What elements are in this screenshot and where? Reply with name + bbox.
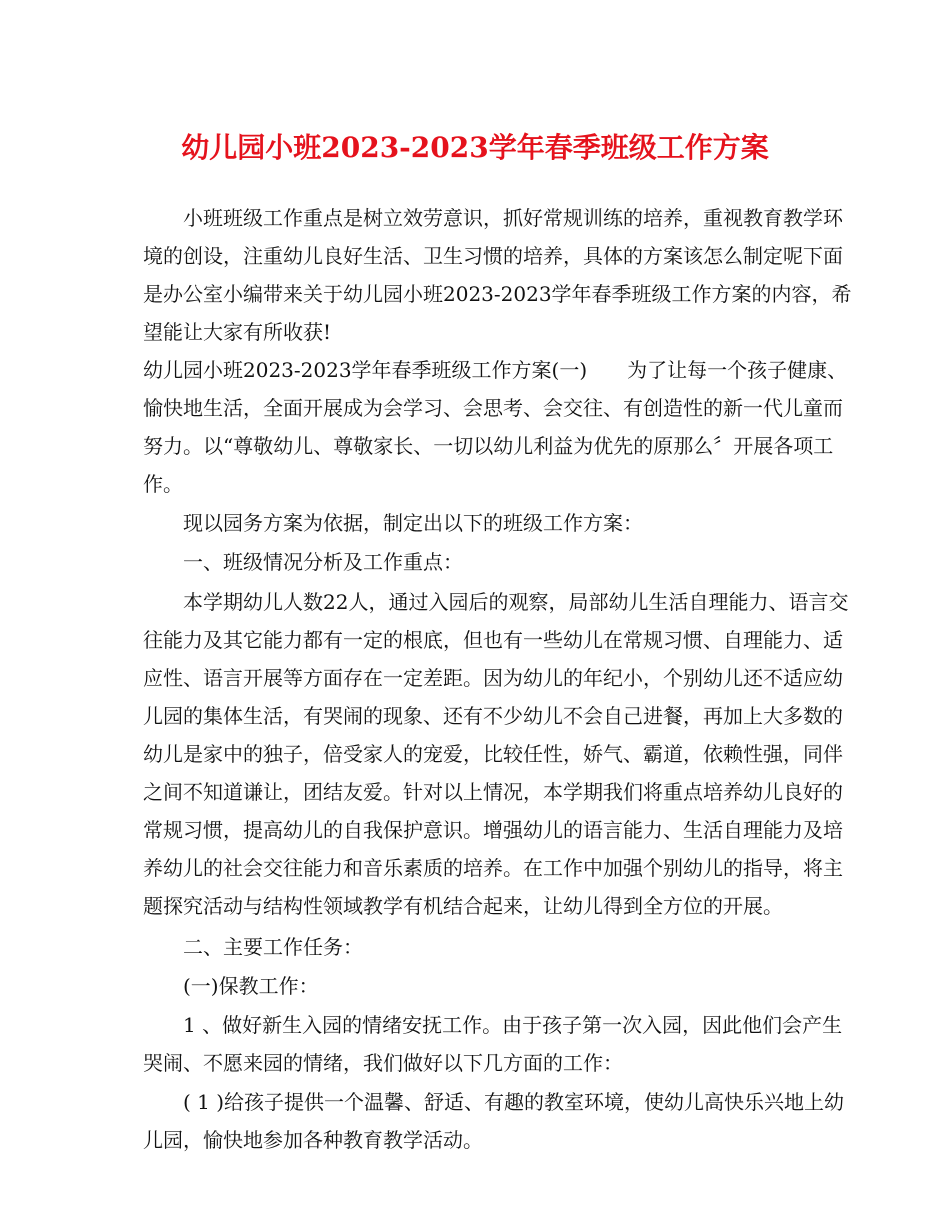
paragraph-line: 题探究活动与结构性领域教学有机结合起来，让幼儿得到全方位的开展。 — [143, 894, 783, 918]
paragraph-line: 幼儿是家中的独子，倍受家人的宠爱，比较任性，娇气、霸道，依赖性强，同伴 — [143, 742, 843, 766]
paragraph-line: 常规习惯，提高幼儿的自我保护意识。增强幼儿的语言能力、生活自理能力及培 — [143, 818, 843, 842]
paragraph-line: 哭闹、不愿来园的情绪，我们做好以下几方面的工作： — [143, 1051, 623, 1075]
paragraph-line: 现以园务方案为依据，制定出以下的班级工作方案： — [183, 511, 643, 535]
paragraph-line: 作。 — [143, 472, 183, 496]
paragraph-line: 望能让大家有所收获! — [143, 320, 332, 344]
paragraph-line: 本学期幼儿人数22人，通过入园后的观察，局部幼儿生活自理能力、语言交 — [183, 590, 849, 614]
paragraph-line: 是办公室小编带来关于幼儿园小班2023-2023学年春季班级工作方案的内容，希 — [143, 282, 852, 306]
paragraph-line: 应性、语言开展等方面存在一定差距。因为幼儿的年纪小，个别幼儿还不适应幼 — [143, 666, 843, 690]
paragraph-line: 愉快地生活，全面开展成为会学习、会思考、会交往、有创造性的新一代儿童而 — [143, 396, 843, 420]
paragraph-line: 之间不知道谦让，团结友爱。针对以上情况，本学期我们将重点培养幼儿良好的 — [143, 780, 843, 804]
paragraph-line: 儿园的集体生活，有哭闹的现象、还有不少幼儿不会自己进餐，再加上大多数的 — [143, 704, 843, 728]
paragraph-line: 儿园，愉快地参加各种教育教学活动。 — [143, 1128, 483, 1152]
paragraph-line: 幼儿园小班2023-2023学年春季班级工作方案(一) 为了让每一个孩子健康、 — [143, 358, 848, 382]
section-heading: 一、班级情况分析及工作重点： — [183, 550, 463, 574]
paragraph-line: 养幼儿的社会交往能力和音乐素质的培养。在工作中加强个别幼儿的指导，将主 — [143, 856, 843, 880]
paragraph-line: ( 1 )给孩子提供一个温馨、舒适、有趣的教室环境，使幼儿高快乐兴地上幼 — [183, 1090, 845, 1114]
subsection-heading: (一)保教工作： — [183, 974, 319, 998]
paragraph-line: 往能力及其它能力都有一定的根底，但也有一些幼儿在常规习惯、自理能力、适 — [143, 628, 843, 652]
document-title: 幼儿园小班2023-2023学年春季班级工作方案 — [181, 131, 769, 164]
section-heading: 二、主要工作任务： — [183, 935, 363, 959]
paragraph-line: 小班班级工作重点是树立效劳意识，抓好常规训练的培养，重视教育教学环 — [183, 206, 843, 230]
paragraph-line: 1 、做好新生入园的情绪安抚工作。由于孩子第一次入园，因此他们会产生 — [183, 1013, 843, 1037]
paragraph-line: 努力。以“尊敬幼儿、尊敬家长、一切以幼儿利益为优先的原那么〞开展各项工 — [143, 434, 834, 458]
paragraph-line: 境的创设，注重幼儿良好生活、卫生习惯的培养，具体的方案该怎么制定呢下面 — [143, 244, 843, 268]
